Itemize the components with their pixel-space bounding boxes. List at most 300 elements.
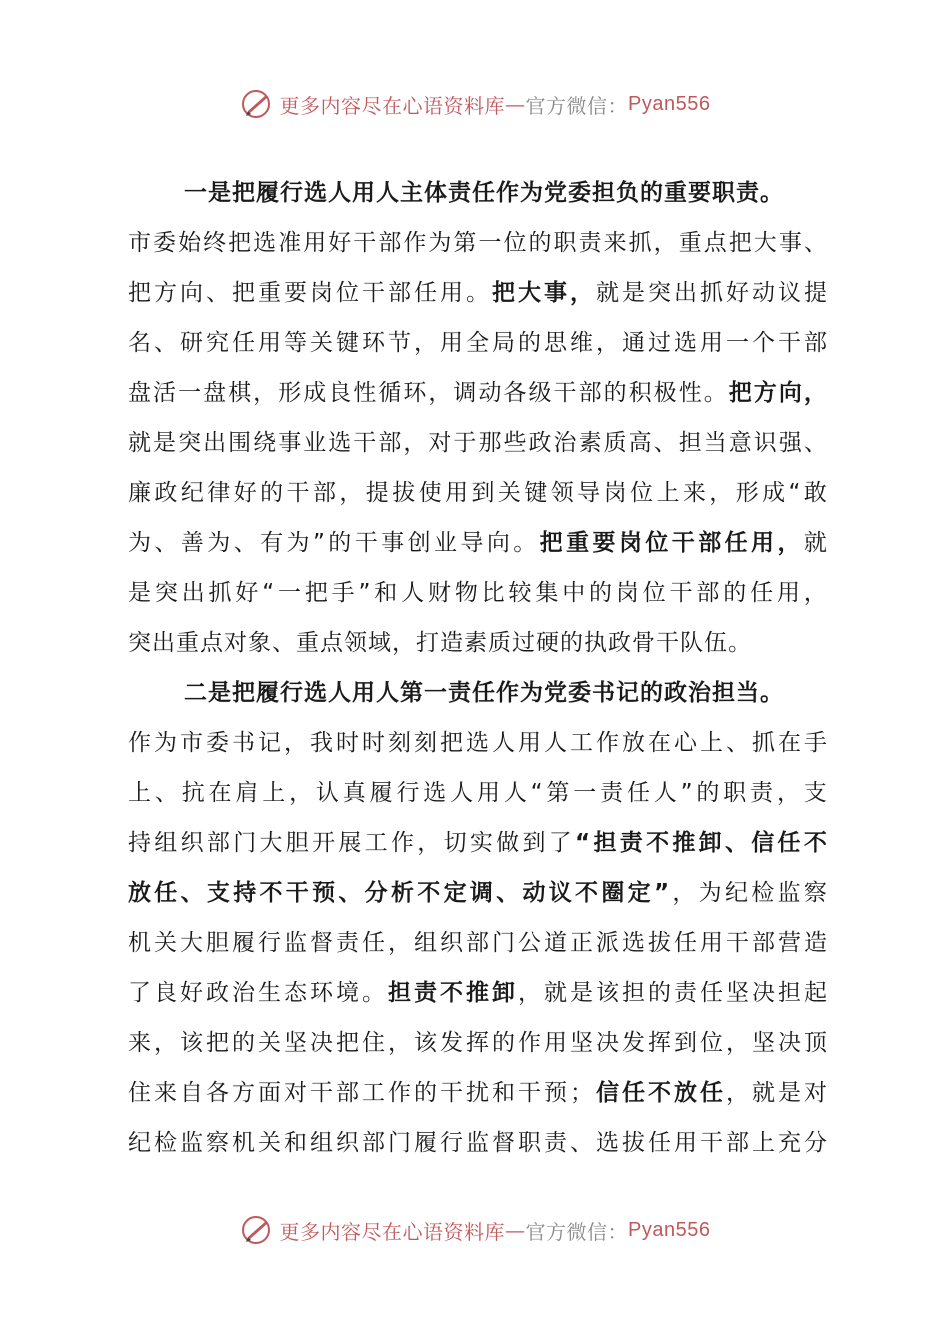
text-char: 方 bbox=[232, 1080, 256, 1106]
text-line bbox=[128, 268, 828, 318]
text-char: 对 bbox=[428, 430, 453, 456]
text-char: 好 bbox=[180, 980, 204, 1006]
text-char: 是 bbox=[622, 280, 646, 306]
text-char: 预 bbox=[544, 1080, 568, 1106]
text-char: ， bbox=[428, 380, 453, 406]
text-char: 干 bbox=[353, 230, 378, 256]
text-line bbox=[128, 618, 828, 668]
text-char: 业 bbox=[303, 430, 328, 456]
text-char: 把 bbox=[232, 280, 256, 306]
text-char: 干 bbox=[518, 1080, 542, 1106]
text-char: 的 bbox=[723, 580, 748, 606]
text-line bbox=[128, 318, 828, 368]
text-char: 用 bbox=[440, 280, 464, 306]
text-char: 放 bbox=[622, 730, 646, 756]
text-char: 来 bbox=[154, 1080, 178, 1106]
text-char: 把 bbox=[492, 280, 516, 306]
text-char: 作 bbox=[518, 1030, 542, 1056]
text-char: 第 bbox=[546, 780, 571, 806]
text-char: 造 bbox=[804, 930, 828, 956]
text-char: 不 bbox=[440, 980, 464, 1006]
text-char: 在 bbox=[648, 730, 672, 756]
text-char: 履 bbox=[369, 780, 394, 806]
text-char: 部 bbox=[378, 430, 403, 456]
text-char: 、 bbox=[154, 780, 179, 806]
text-char: 实 bbox=[469, 830, 494, 856]
text-char: 任 bbox=[232, 330, 256, 356]
text-char: 对 bbox=[804, 1080, 828, 1106]
text-char: 、 bbox=[154, 530, 179, 556]
text-char: 向 bbox=[486, 530, 511, 556]
text-char: 展 bbox=[338, 830, 363, 856]
text-char: 该 bbox=[596, 980, 620, 1006]
text-char: 记 bbox=[258, 730, 282, 756]
text-char: 上 bbox=[656, 480, 681, 506]
text-char: 检 bbox=[154, 1130, 178, 1156]
text-char: 织 bbox=[336, 1130, 360, 1156]
text-char: 了 bbox=[548, 830, 573, 856]
text-char: 干 bbox=[440, 1080, 464, 1106]
text-char: 决 bbox=[596, 1030, 620, 1056]
text-char: 是 bbox=[570, 980, 594, 1006]
text-char: 就 bbox=[803, 530, 828, 556]
text-char: ， bbox=[284, 730, 308, 756]
text-char: 住 bbox=[128, 1080, 152, 1106]
text-char: 、 bbox=[154, 330, 178, 356]
text-char: 形 bbox=[735, 480, 760, 506]
watermark-dash: — bbox=[505, 92, 526, 116]
text-char: 挥 bbox=[648, 1030, 672, 1056]
text-char: 任 bbox=[622, 1080, 646, 1106]
text-char: 胆 bbox=[285, 830, 310, 856]
text-char: 事 bbox=[778, 230, 803, 256]
text-char: 一 bbox=[478, 230, 503, 256]
text-char: 极 bbox=[653, 380, 678, 406]
text-char: 第 bbox=[453, 230, 478, 256]
text-char: 任 bbox=[362, 930, 386, 956]
text-char: 活 bbox=[153, 380, 178, 406]
text-char: ， bbox=[596, 330, 620, 356]
text-line bbox=[128, 768, 828, 818]
text-char: 督 bbox=[310, 930, 334, 956]
text-char: 部 bbox=[752, 930, 776, 956]
text-char: 好 bbox=[233, 480, 258, 506]
text-char: 为 bbox=[698, 880, 723, 906]
text-char: 中 bbox=[562, 580, 587, 606]
text-char: 拔 bbox=[648, 930, 672, 956]
text-char: 究 bbox=[206, 330, 230, 356]
text-char: 市 bbox=[128, 230, 152, 256]
text-char: 为 bbox=[207, 530, 232, 556]
text-char: 点 bbox=[703, 230, 728, 256]
text-char: 思 bbox=[544, 330, 568, 356]
text-char: 来 bbox=[128, 1030, 152, 1056]
text-char: 出 bbox=[181, 580, 206, 606]
text-char: 时 bbox=[362, 730, 386, 756]
text-char: 分 bbox=[804, 1130, 828, 1156]
text-char: 干 bbox=[285, 880, 310, 906]
text-char: 过 bbox=[648, 330, 672, 356]
text-char: 坚 bbox=[570, 1030, 594, 1056]
text-char: 和 bbox=[374, 580, 399, 606]
text-char: 部 bbox=[206, 830, 231, 856]
text-char: 干 bbox=[353, 430, 378, 456]
paragraph-heading bbox=[128, 168, 828, 218]
text-char: 任 bbox=[674, 930, 698, 956]
text-char: 卸 bbox=[698, 830, 723, 856]
text-char: 全 bbox=[466, 330, 490, 356]
text-char: 推 bbox=[466, 980, 490, 1006]
text-char: 门 bbox=[233, 830, 258, 856]
text-char: ， bbox=[417, 830, 442, 856]
text-char: 动 bbox=[522, 880, 547, 906]
text-char: 选 bbox=[674, 330, 698, 356]
text-char: 不 bbox=[646, 830, 671, 856]
text-char: 、 bbox=[206, 280, 230, 306]
text-char: 干 bbox=[778, 330, 802, 356]
text-char: 重 bbox=[566, 530, 591, 556]
text-char: 织 bbox=[440, 930, 464, 956]
text-char: 的 bbox=[528, 230, 553, 256]
text-char: 。 bbox=[703, 380, 728, 406]
text-char: 到 bbox=[674, 1030, 698, 1056]
text-char: 、 bbox=[570, 1130, 594, 1156]
text-char: 廉 bbox=[128, 480, 152, 506]
text-char: 行 bbox=[396, 780, 421, 806]
text-char: 级 bbox=[528, 380, 553, 406]
text-char: 循 bbox=[378, 380, 403, 406]
text-char: 预 bbox=[312, 880, 337, 906]
text-char: 支 bbox=[803, 780, 828, 806]
text-char: 键 bbox=[336, 330, 360, 356]
text-char: ， bbox=[339, 480, 364, 506]
text-char: 拔 bbox=[392, 480, 417, 506]
text-char: 议 bbox=[548, 880, 573, 906]
text-char: 态 bbox=[284, 980, 308, 1006]
text-char: 的 bbox=[260, 480, 285, 506]
text-char: 的 bbox=[492, 1030, 516, 1056]
text-char: 比 bbox=[481, 580, 506, 606]
text-char: 岗 bbox=[618, 530, 643, 556]
text-line bbox=[128, 468, 828, 518]
text-char: 作 bbox=[596, 730, 620, 756]
text-char: 、 bbox=[233, 530, 258, 556]
text-char: 门 bbox=[388, 1130, 412, 1156]
text-char: 方 bbox=[753, 380, 778, 406]
text-char: 上 bbox=[700, 730, 724, 756]
text-char: 有 bbox=[260, 530, 285, 556]
text-char: 不 bbox=[648, 1080, 672, 1106]
text-char: 任 bbox=[700, 1080, 724, 1106]
text-line bbox=[128, 868, 828, 918]
text-char: 用 bbox=[700, 330, 724, 356]
text-char: 抓 bbox=[700, 280, 724, 306]
text-char: 用 bbox=[445, 480, 470, 506]
text-char: 不 bbox=[575, 880, 600, 906]
text-char: 节 bbox=[388, 330, 412, 356]
text-char: 了 bbox=[128, 980, 152, 1006]
text-line bbox=[128, 718, 828, 768]
text-char: 部 bbox=[578, 380, 603, 406]
text-char: 人 bbox=[401, 580, 426, 606]
text-char: 位 bbox=[336, 280, 360, 306]
text-line bbox=[128, 1018, 828, 1068]
text-char: 岗 bbox=[603, 480, 628, 506]
text-char: 责 bbox=[414, 980, 438, 1006]
text-char: 手 bbox=[331, 580, 356, 606]
text-char: 出 bbox=[674, 280, 698, 306]
text-char: 干 bbox=[553, 380, 578, 406]
text-char: 检 bbox=[751, 880, 776, 906]
text-char: 、 bbox=[653, 430, 678, 456]
text-char: 。 bbox=[513, 530, 538, 556]
text-char: 责 bbox=[578, 230, 603, 256]
text-char: 绕 bbox=[253, 430, 278, 456]
text-char: 业 bbox=[433, 530, 458, 556]
text-char: 营 bbox=[778, 930, 802, 956]
text-char: 圈 bbox=[601, 880, 626, 906]
text-char: 突 bbox=[154, 580, 179, 606]
text-char: 好 bbox=[328, 230, 353, 256]
text-char: ， bbox=[726, 1030, 750, 1056]
text-char: 政 bbox=[528, 430, 553, 456]
text-char: 环 bbox=[403, 380, 428, 406]
text-char: 职 bbox=[723, 780, 748, 806]
text-char: 工 bbox=[364, 830, 389, 856]
text-char: 大 bbox=[259, 830, 284, 856]
text-char: 局 bbox=[492, 330, 516, 356]
text-char: 发 bbox=[440, 1030, 464, 1056]
pen-logo-icon bbox=[240, 87, 274, 121]
text-char: 履 bbox=[232, 930, 256, 956]
text-char: 扰 bbox=[466, 1080, 490, 1106]
text-char: 任 bbox=[777, 830, 802, 856]
watermark-dash: — bbox=[505, 1218, 526, 1242]
text-char: 决 bbox=[752, 980, 776, 1006]
text-char: 信 bbox=[596, 1080, 620, 1106]
text-char: 物 bbox=[454, 580, 479, 606]
text-char: 环 bbox=[310, 980, 334, 1006]
text-char: 委 bbox=[206, 730, 230, 756]
text-char: 织 bbox=[180, 830, 205, 856]
text-char: ” bbox=[358, 580, 372, 606]
text-char: 就 bbox=[128, 430, 152, 456]
text-char: 挥 bbox=[466, 1030, 490, 1056]
text-char: 出 bbox=[203, 430, 228, 456]
text-char: 各 bbox=[503, 380, 528, 406]
text-char: ” bbox=[312, 530, 326, 556]
text-char: 关 bbox=[258, 1130, 282, 1156]
text-char: 选 bbox=[596, 1130, 620, 1156]
text-char: 工 bbox=[362, 1080, 386, 1106]
text-char: 持 bbox=[128, 830, 152, 856]
pen-logo-icon bbox=[240, 1213, 274, 1247]
text-char: 委 bbox=[153, 230, 178, 256]
text-line bbox=[128, 518, 828, 568]
text-char: 事 bbox=[381, 530, 406, 556]
text-char: 对 bbox=[284, 1080, 308, 1106]
text-line bbox=[128, 418, 828, 468]
text-char: 任 bbox=[648, 1130, 672, 1156]
text-char: 和 bbox=[492, 1080, 516, 1106]
text-char: 成 bbox=[303, 380, 328, 406]
text-char: 门 bbox=[492, 930, 516, 956]
text-char: 要 bbox=[592, 530, 617, 556]
text-char: “ bbox=[788, 480, 802, 506]
text-char: 境 bbox=[336, 980, 360, 1006]
text-char: 充 bbox=[778, 1130, 802, 1156]
text-char: 作 bbox=[128, 730, 152, 756]
text-char: 任 bbox=[154, 880, 179, 906]
text-line bbox=[128, 1118, 828, 1168]
text-char: 善 bbox=[180, 530, 205, 556]
text-char: 导 bbox=[577, 480, 602, 506]
text-char: 来 bbox=[603, 230, 628, 256]
text-char: 到 bbox=[522, 830, 547, 856]
text-char: 责 bbox=[619, 830, 644, 856]
text-char: 律 bbox=[207, 480, 232, 506]
text-char: 干 bbox=[310, 1080, 334, 1106]
text-char: 要 bbox=[284, 280, 308, 306]
text-char: 一 bbox=[573, 780, 598, 806]
text-char: 动 bbox=[478, 380, 503, 406]
text-char: ， bbox=[672, 880, 697, 906]
text-char: 派 bbox=[596, 930, 620, 956]
text-char: 为 bbox=[428, 230, 453, 256]
text-char: ， bbox=[253, 380, 278, 406]
text-char: 质 bbox=[603, 430, 628, 456]
text-char: ， bbox=[154, 1030, 178, 1056]
text-char: 大 bbox=[518, 280, 542, 306]
text-char: 部 bbox=[696, 580, 721, 606]
text-char: 个 bbox=[752, 330, 776, 356]
text-char: 识 bbox=[753, 430, 778, 456]
text-char: 选 bbox=[622, 930, 646, 956]
text-char: 一 bbox=[277, 580, 302, 606]
text-char: 始 bbox=[178, 230, 203, 256]
text-char: 行 bbox=[440, 1130, 464, 1156]
text-char: 面 bbox=[258, 1080, 282, 1106]
text-char: ， bbox=[403, 430, 428, 456]
text-char: 用 bbox=[544, 1030, 568, 1056]
text-char: 职 bbox=[553, 230, 578, 256]
text-char: 书 bbox=[232, 730, 256, 756]
watermark-id: Pyan556 bbox=[628, 1218, 711, 1241]
text-char: 突 bbox=[178, 430, 203, 456]
paragraph-heading bbox=[128, 668, 828, 718]
text-char: 大 bbox=[753, 230, 778, 256]
text-char: 责 bbox=[544, 1130, 568, 1156]
text-char: 、 bbox=[496, 880, 521, 906]
text-char: 等 bbox=[284, 330, 308, 356]
text-char: 用 bbox=[258, 330, 282, 356]
text-char: 重 bbox=[678, 230, 703, 256]
text-char: 于 bbox=[453, 430, 478, 456]
text-line bbox=[128, 818, 828, 868]
text-line bbox=[128, 918, 828, 968]
text-char: 就 bbox=[752, 1080, 776, 1106]
text-char: 部 bbox=[726, 1130, 750, 1156]
watermark-text: 更多内容尽在心语资料库 bbox=[279, 93, 506, 118]
text-char: 在 bbox=[778, 730, 802, 756]
text-run: 突出重点对象、重点领域，打造素质过硬的执政骨干队伍。 bbox=[128, 630, 752, 656]
text-char: 是 bbox=[778, 1080, 802, 1106]
text-char: 把 bbox=[128, 280, 152, 306]
text-char: 就 bbox=[596, 280, 620, 306]
text-line bbox=[128, 568, 828, 618]
text-char: 担 bbox=[593, 830, 618, 856]
text-char: ， bbox=[776, 780, 801, 806]
text-char: ， bbox=[777, 530, 802, 556]
text-char: 抓 bbox=[628, 230, 653, 256]
text-char: 部 bbox=[378, 230, 403, 256]
text-char: ， bbox=[570, 280, 594, 306]
text-char: 坚 bbox=[284, 1030, 308, 1056]
text-char: 机 bbox=[128, 930, 152, 956]
text-char: 任 bbox=[750, 580, 775, 606]
text-char: 人 bbox=[544, 730, 568, 756]
text-char: 向 bbox=[180, 280, 204, 306]
text-char: 用 bbox=[518, 730, 542, 756]
text-char: 支 bbox=[206, 880, 231, 906]
text-char: 监 bbox=[777, 880, 802, 906]
text-char: 为 bbox=[154, 730, 178, 756]
text-char: 察 bbox=[803, 880, 828, 906]
text-char: 持 bbox=[233, 880, 258, 906]
text-char: 上 bbox=[262, 780, 287, 806]
text-char: 开 bbox=[312, 830, 337, 856]
text-char: 突 bbox=[648, 280, 672, 306]
text-char: 政 bbox=[154, 480, 179, 506]
text-char: 选 bbox=[253, 230, 278, 256]
text-char: 任 bbox=[700, 980, 724, 1006]
text-char: 提 bbox=[804, 280, 828, 306]
text-char: 良 bbox=[328, 380, 353, 406]
text-char: 拔 bbox=[622, 1130, 646, 1156]
text-char: 抗 bbox=[181, 780, 206, 806]
text-char: 部 bbox=[388, 280, 412, 306]
text-char: 监 bbox=[180, 1130, 204, 1156]
text-char: 人 bbox=[492, 730, 516, 756]
text-char: 部 bbox=[466, 930, 490, 956]
text-char: 一 bbox=[178, 380, 203, 406]
text-char: 推 bbox=[672, 830, 697, 856]
text-char: 上 bbox=[128, 780, 152, 806]
text-char: 是 bbox=[153, 430, 178, 456]
text-char: “ bbox=[262, 580, 276, 606]
text-char: 事 bbox=[278, 430, 303, 456]
document-body bbox=[128, 168, 828, 1168]
text-char: 正 bbox=[570, 930, 594, 956]
text-char: 干 bbox=[700, 1130, 724, 1156]
text-char: 定 bbox=[627, 880, 652, 906]
text-char: 把 bbox=[539, 530, 564, 556]
text-char: 自 bbox=[180, 1080, 204, 1106]
text-char: 治 bbox=[553, 430, 578, 456]
text-char: 部 bbox=[804, 330, 828, 356]
text-char: 人 bbox=[503, 780, 528, 806]
text-char: ， bbox=[803, 580, 828, 606]
text-char: ， bbox=[289, 780, 314, 806]
text-char: ， bbox=[388, 930, 412, 956]
text-char: 动 bbox=[752, 280, 776, 306]
text-char: 担 bbox=[388, 980, 412, 1006]
text-char: 积 bbox=[628, 380, 653, 406]
text-char: 岗 bbox=[615, 580, 640, 606]
text-char: 成 bbox=[762, 480, 787, 506]
text-char: 决 bbox=[778, 1030, 802, 1056]
text-line bbox=[128, 368, 828, 418]
